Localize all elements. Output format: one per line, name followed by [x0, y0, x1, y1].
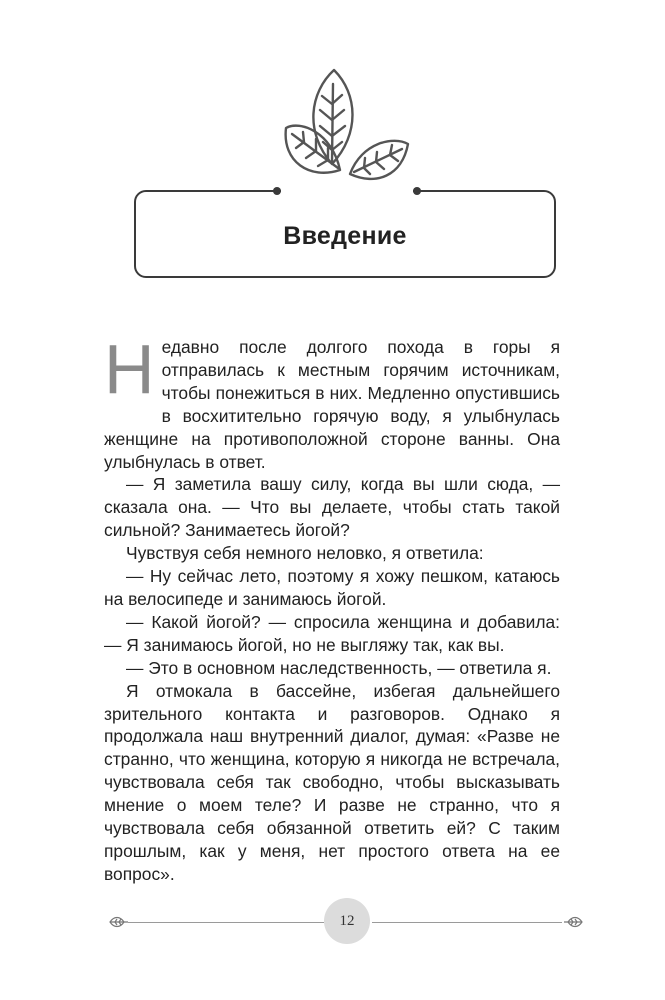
chapter-title: Введение [283, 222, 407, 250]
paragraph: — Ну сейчас лето, поэтому я хожу пешком, катаюсь на велосипеде и занимаюсь йогой. [104, 566, 560, 609]
page-number: 12 [324, 898, 370, 944]
body-text [104, 330, 560, 886]
paragraph: Чувствуя себя немного неловко, я ответила: [126, 543, 484, 564]
title-box-dot-left [273, 187, 281, 195]
paragraph: — Это в основном наследственность, — ответила я. [126, 657, 552, 678]
leaf-ornament-icon [108, 915, 130, 929]
leaf-ornament-icon [562, 915, 584, 929]
chapter-title-box [134, 190, 556, 278]
footer-rule-right [372, 922, 562, 923]
paragraph: — Я заметила вашу силу, когда вы шли сюда, — сказала она. — Что вы делаете, чтобы стать такой сильной? Занимаетесь йогой? [104, 474, 560, 541]
title-box-dot-right [413, 187, 421, 195]
paragraph: — Какой йогой? — спросила женщина и добавила: — Я занимаюсь йогой, но не выгляжу так, как вы. [104, 611, 560, 655]
drop-cap: Н [104, 330, 155, 408]
paragraph: Я отмокала в бассейне, избегая дальнейшего зрительного контакта и разговоров. Однако я продолжала наш внутренний диалог, думая: «Разве не странно, что женщина, которую я никогда не встречала, чувствовала себя так свободно, чтобы высказывать мнение о моем теле? И разве не странно, что я чувствовала себя обязанной ответить ей? С таким прошлым, как у меня, нет простого ответа на ее вопрос». [104, 680, 560, 884]
leaves-icon [270, 62, 410, 197]
footer-rule-left [128, 922, 324, 923]
paragraph: Недавно после долгого похода в горы я отправилась к местным горячим источникам, чтобы понежиться в них. Медленно опустившись в восхитительно горячую воду, я улыбнулась женщине на противоположной стороне ванны. Она улыбнулась в ответ. [104, 330, 560, 472]
